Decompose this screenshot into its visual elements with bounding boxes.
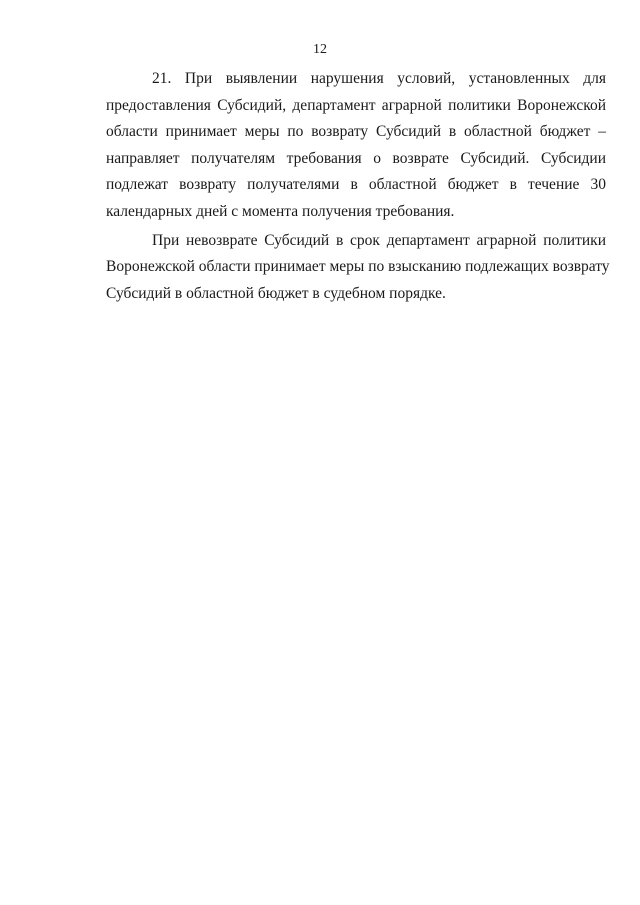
- paragraph-line: предоставления Субсидий, департамент аграрной политики Воронежской: [106, 96, 606, 114]
- paragraph-line: календарных дней с момента получения требования.: [106, 202, 455, 220]
- paragraph-line: Субсидий в областной бюджет в судебном порядке.: [106, 284, 446, 302]
- document-body: [106, 66, 610, 307]
- page-number: 12: [313, 42, 327, 57]
- paragraph-line: При невозврате Субсидий в срок департамент аграрной политики: [152, 231, 606, 249]
- paragraph-line: направляет получателям требования о возврате Субсидий. Субсидии: [106, 149, 606, 167]
- paragraph-line: области принимает меры по возврату Субсидий в областной бюджет –: [106, 123, 606, 141]
- paragraph-non-return: [106, 228, 610, 308]
- paragraph-line: 21. При выявлении нарушения условий, установленных для: [152, 70, 606, 87]
- paragraph-line: подлежат возврату получателями в областной бюджет в течение 30: [106, 176, 606, 194]
- paragraph-line: Воронежской области принимает меры по взысканию подлежащих возврату: [106, 258, 610, 276]
- paragraph-item-21: [106, 66, 606, 226]
